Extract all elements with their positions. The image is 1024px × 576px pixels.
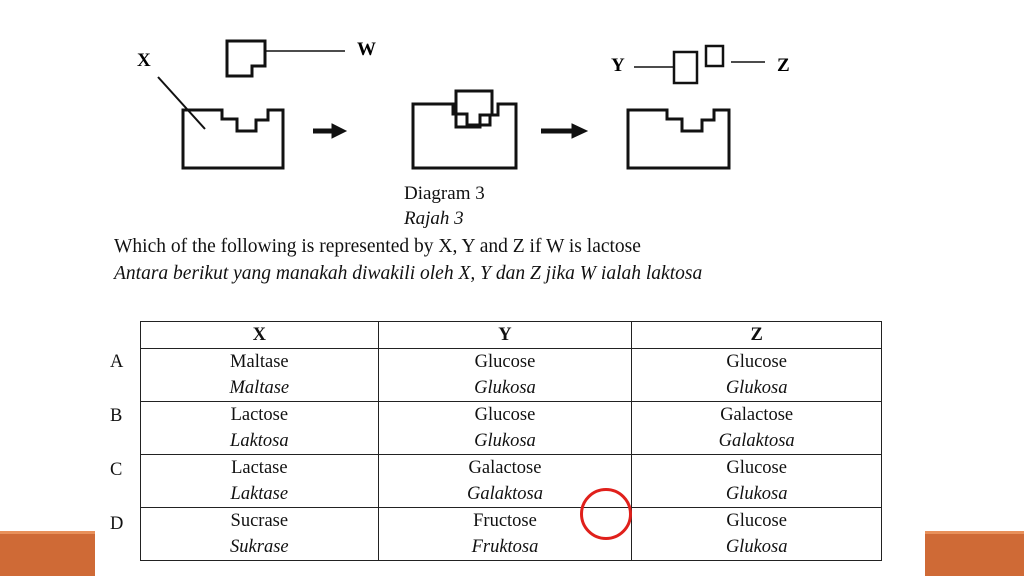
cell-x-malay: Laktosa bbox=[230, 431, 289, 451]
table-row bbox=[141, 349, 882, 402]
left-accent-bar bbox=[0, 531, 95, 576]
enzyme-substrate-diagram bbox=[0, 0, 1024, 230]
cell-y-malay: Glukosa bbox=[474, 378, 536, 398]
cell-x bbox=[141, 508, 379, 561]
product-z-shape bbox=[706, 46, 723, 66]
cell-z bbox=[632, 455, 882, 508]
cell-z-english: Galactose bbox=[720, 405, 794, 425]
cell-x-english: Maltase bbox=[230, 352, 289, 372]
cell-x-english: Sucrase bbox=[230, 511, 289, 531]
label-w: W bbox=[357, 39, 376, 60]
cell-z-malay: Glukosa bbox=[725, 537, 788, 557]
right-accent-bar bbox=[925, 531, 1024, 576]
column-header-x: X bbox=[141, 322, 379, 349]
option-label-d: D bbox=[110, 514, 124, 534]
cell-x-malay: Sukrase bbox=[230, 537, 289, 557]
label-y: Y bbox=[611, 55, 625, 76]
column-header-y: Y bbox=[378, 322, 632, 349]
cell-z-malay: Galaktosa bbox=[718, 431, 795, 451]
reaction-arrow-1-head bbox=[332, 124, 346, 138]
column-header-z: Z bbox=[632, 322, 882, 349]
label-z: Z bbox=[777, 55, 790, 76]
question-malay: Antara berikut yang manakah diwakili oleh X, Y dan Z jika W ialah laktosa bbox=[114, 263, 703, 284]
cell-z bbox=[632, 508, 882, 561]
cell-z bbox=[632, 349, 882, 402]
table-header-row bbox=[141, 322, 882, 349]
cell-z-malay: Glukosa bbox=[725, 378, 788, 398]
cell-y-english: Fructose bbox=[473, 511, 537, 531]
table-row bbox=[141, 402, 882, 455]
cell-z-english: Glucose bbox=[726, 352, 787, 372]
cell-y-english: Galactose bbox=[468, 458, 542, 478]
table-row bbox=[141, 508, 882, 561]
cell-z bbox=[632, 402, 882, 455]
cell-x-english: Lactase bbox=[231, 458, 288, 478]
cell-z-english: Glucose bbox=[726, 458, 787, 478]
cell-z-malay: Glukosa bbox=[725, 484, 788, 504]
cell-x bbox=[141, 349, 379, 402]
enzyme-shape-2 bbox=[413, 104, 516, 168]
answer-highlight-circle bbox=[580, 488, 632, 540]
cell-y-english: Glucose bbox=[474, 352, 536, 372]
table-row bbox=[141, 455, 882, 508]
reaction-arrow-2-head bbox=[572, 124, 587, 138]
product-y-shape bbox=[674, 52, 697, 83]
cell-z-english: Glucose bbox=[726, 511, 787, 531]
cell-y-malay: Galaktosa bbox=[466, 484, 544, 504]
cell-x bbox=[141, 402, 379, 455]
bound-substrate-shape bbox=[456, 91, 492, 127]
diagram-caption-malay: Rajah 3 bbox=[404, 208, 464, 229]
cell-y-malay: Fruktosa bbox=[471, 537, 539, 557]
cell-x-english: Lactose bbox=[230, 405, 289, 425]
cell-y bbox=[378, 402, 632, 455]
answer-options-table bbox=[140, 321, 882, 561]
substrate-w-shape bbox=[227, 41, 265, 76]
cell-y-malay: Glukosa bbox=[474, 431, 536, 451]
cell-y-english: Glucose bbox=[474, 405, 536, 425]
question-english: Which of the following is represented by X, Y and Z if W is lactose bbox=[114, 236, 641, 257]
cell-x-malay: Laktase bbox=[230, 484, 289, 504]
cell-x-malay: Maltase bbox=[229, 378, 290, 398]
option-label-a: A bbox=[110, 352, 124, 372]
option-label-c: C bbox=[110, 460, 123, 480]
diagram-caption-english: Diagram 3 bbox=[404, 183, 485, 204]
label-x: X bbox=[137, 50, 151, 71]
cell-x bbox=[141, 455, 379, 508]
enzyme-shape-1 bbox=[183, 110, 283, 168]
enzyme-shape-3 bbox=[628, 110, 729, 168]
cell-y bbox=[378, 349, 632, 402]
option-label-b: B bbox=[110, 406, 123, 426]
